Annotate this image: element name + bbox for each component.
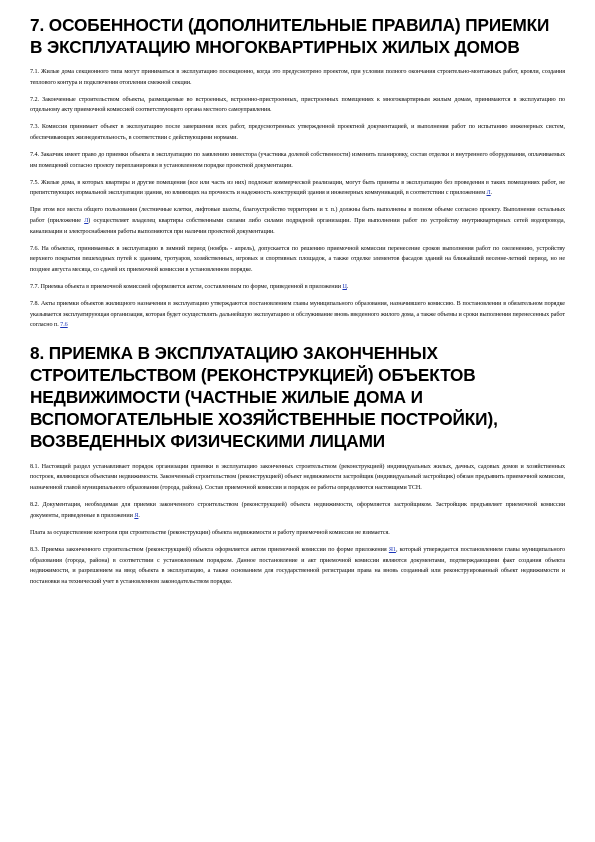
appendix-link-l[interactable]: Л — [486, 190, 491, 197]
paragraph-7-6: 7.6. На объектах, принимаемых в эксплуатацию в зимний период (ноябрь - апрель), допускается по решению приемочной комиссии перенесение сроков выполнения работ по озеленению, устройству верхнего покрытия пешеходных путей к зданиям, тротуаров, хозяйственных, игровых и спортивных площадок, а также отделке элементов фасадов зданий на ближайший весенне-летний период, но не позднее августа месяца, со сдачей их приемочной комиссии в установленном порядке. — [30, 245, 565, 273]
paragraph-7-5-text: 7.5. Жилые дома, в которых квартиры и другие помещения (все или часть из них) подлежат коммерческой реализации, могут быть приняты в эксплуатацию без проведения в таких помещениях работ, не препятствующих нормальной эксплуатации здания, но влияющих на прочность и надежность конструкций здания и инженерных коммуникаций, в соответствии с приложением — [30, 179, 565, 197]
paragraph-7-8 — [30, 299, 565, 331]
paragraph-7-7-text: 7.7. Приемка объекта в приемочной комиссией оформляется актом, составленным по форме, приведенной в приложении — [30, 284, 343, 290]
paragraph-7-7-end: . — [346, 284, 349, 290]
clause-link-7-6[interactable]: 7.6 — [60, 322, 68, 329]
section-7-heading: 7. ОСОБЕННОСТИ (ДОПОЛНИТЕЛЬНЫЕ ПРАВИЛА) ПРИЕМКИ В ЭКСПЛУАТАЦИЮ МНОГОКВАРТИРНЫХ ЖИЛЫХ ДОМОВ — [30, 15, 550, 57]
paragraph-8-3-text-b: , который утверждается постановлением главы муниципального образования (города, района) в соответствии с установленным порядком. Данное постановление и акт приемочной комиссии являются документами, подтверждающими факт создания объекта недвижимости, и разрешением на ввод объекта в эксплуатацию, а также основанием для государственной регистрации права на вновь созданный или реконструированный объект недвижимости и постановки на технический учет в установленном законодательством порядке. — [30, 546, 565, 585]
appendix-link-ya[interactable]: Я — [134, 512, 139, 519]
appendix-link-l-2[interactable]: Л — [84, 218, 89, 225]
paragraph-8-2-end: . — [138, 512, 140, 519]
paragraph-7-3: 7.3. Комиссия принимает объект в эксплуатацию после завершения всех работ, предусмотренных утвержденной проектной документацией, и выполнения работ по испытанию инженерных систем, обеспечивающих жизнедеятельность, в соответствии с действующими нормами. — [30, 124, 565, 141]
paragraph-7-8-text: 7.8. Акты приемки объектов жилищного назначения в эксплуатацию утверждаются постановлением главы муниципального образования, назначившего комиссию. В постановлении в обязательном порядке указывается эксплуатирующая организация, которая будет осуществлять дальнейшую эксплуатацию и обслуживание вновь введенного жилого дома, а также объемы и сроки выполнения перенесенных работ согласно п. — [30, 301, 565, 329]
paragraph-8-2-fee: Плата за осуществление контроля при строительстве (реконструкции) объекта недвижимости и работу приемочной комиссии не взимается. — [30, 529, 390, 536]
paragraph-7-5-continued — [30, 205, 565, 237]
appendix-link-ya1[interactable]: Я1 — [388, 546, 396, 553]
paragraph-8-2-text: 8.2. Документация, необходимая для приемки законченного строительством (реконструкцией) объекта недвижимости, оформляется застройщиком. Застройщик предъявляет приемочной комиссии документы, приведенные в приложении — [30, 502, 565, 519]
section-8-heading: 8. ПРИЕМКА В ЭКСПЛУАТАЦИЮ ЗАКОНЧЕННЫХ СТРОИТЕЛЬСТВОМ (РЕКОНСТРУКЦИЕЙ) ОБЪЕКТОВ НЕДВИЖИМОСТИ (ЧАСТНЫЕ ЖИЛЫЕ ДОМА И ВСПОМОГАТЕЛЬНЫЕ ХОЗЯЙСТВЕННЫЕ ПОСТРОЙКИ), ВОЗВЕДЕННЫХ ФИЗИЧЕСКИМИ ЛИЦАМИ — [30, 342, 498, 451]
paragraph-7-1: 7.1. Жилые дома секционного типа могут приниматься в эксплуатацию посекционно, когда это предусмотрено проектом, при условии полного окончания строительно-монтажных работ, кровли, создания теплового контура и подключения отопления смежной секции. — [30, 69, 565, 86]
paragraph-7-2: 7.2. Законченные строительством объекты, размещаемые во встроенных, встроенно-пристроенных, пристроенных помещениях к многоквартирным жилым домам, принимаются в эксплуатацию по отдельному акту приемочной комиссией соответствующего органа местного самоуправления. — [30, 96, 565, 114]
paragraph-7-5c-text-a: При этом все места общего пользования (лестничные клетки, лифтовые шахты, благоустройство территории и т. п.) должны быть выполнены в полном объеме согласно проекту. Выполнение остальных работ (приложение — [30, 207, 565, 225]
paragraph-7-5 — [30, 178, 565, 199]
paragraph-7-7 — [30, 282, 565, 293]
paragraph-7-4: 7.4. Заказчик имеет право до приемки объекта в эксплуатацию по заявлению инвестора (участника долевой собственности) изменить планировку, состав отделки и внутреннего оборудования, оплачиваемых им помещений согласно проекту перепланировки в установленном порядке проектной документации. — [30, 152, 565, 169]
paragraph-8-3 — [30, 545, 565, 587]
appendix-link-ts[interactable]: Ц — [342, 284, 347, 290]
paragraph-8-2 — [30, 500, 565, 521]
paragraph-7-5-end: . — [490, 190, 493, 197]
paragraph-7-5c-text-b: ) осуществляет владелец квартиры собственными силами либо силами подрядной организации. При выполнении работ по устройству внутриквартирных сетей водопровода, канализации и электроснабжения работы выполняются при наличии проектной документации. — [30, 218, 565, 235]
paragraph-8-3-text-a: 8.3. Приемка законченного строительством (реконструкцией) объекта оформляется актом приемочной комиссии по форме приложения — [30, 546, 389, 553]
paragraph-8-1: 8.1. Настоящий раздел устанавливает порядок организации приемки в эксплуатацию законченных строительством (реконструкцией) индивидуальных жилых, дачных, садовых домов и хозяйственных построек, являющихся объектами недвижимости. Законченный строительством (реконструкцией) объект недвижимости застройщик (индивидуальный застройщик) обязан предъявить приемочной комиссии, назначенной главой муниципального образования (города, района). Состав приемочной комиссии и порядок ее работы определяются настоящими ТСН. — [30, 463, 565, 492]
